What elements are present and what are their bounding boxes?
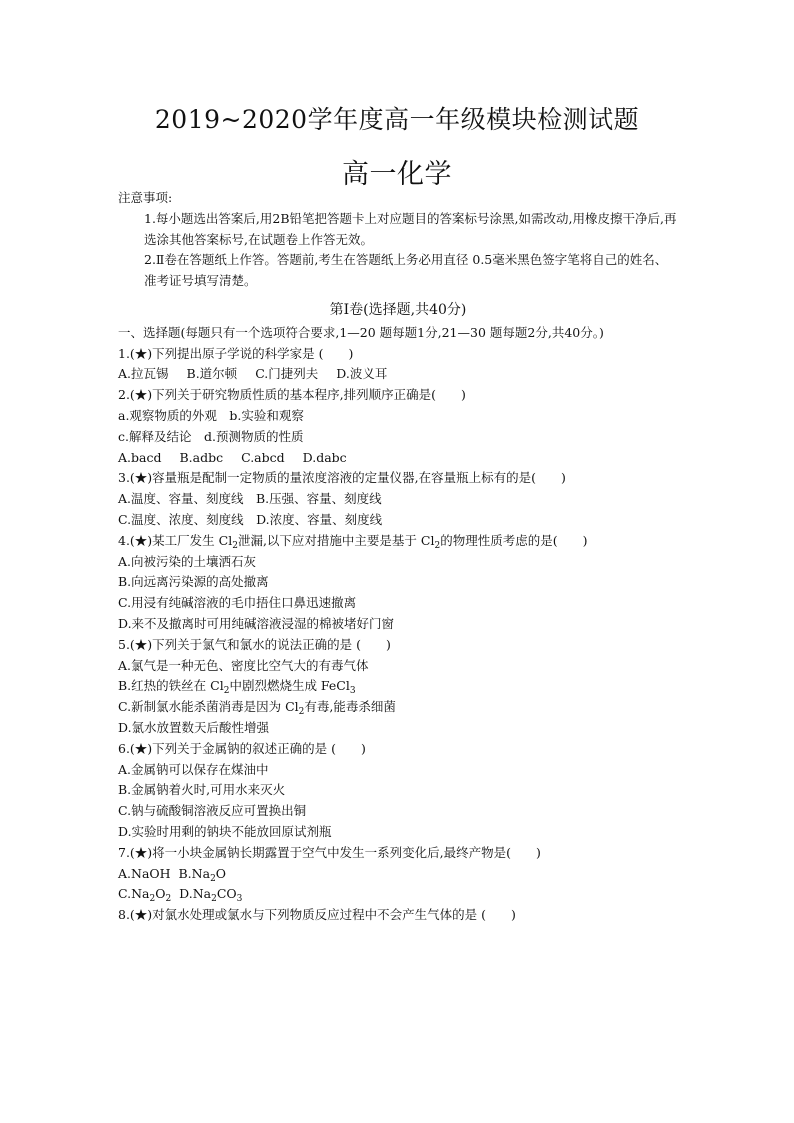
section-instructions: 一、选择题(每题只有一个选项符合要求,1—20 题每题1分,21—30 题每题2分,共40分。) (118, 324, 604, 340)
option-d: D.波义耳 (336, 366, 388, 382)
option-b: B.金属钠着火时,可用水来灭火 (118, 782, 286, 798)
option-c: C.abcd (241, 449, 285, 465)
option-c: C.用浸有纯碱溶液的毛巾捂住口鼻迅速撤离 (118, 595, 357, 611)
question-1-options (118, 364, 678, 385)
question-2-options (118, 448, 678, 469)
question-7-options-2: $C.Na_2O_2$ $D.Na_2CO_3$ (118, 886, 243, 905)
option-a: A.拉瓦锡 (118, 366, 169, 382)
option-b: B.红热的铁丝在 $Cl_2$中剧烈燃烧生成 FeCl$_3$ (118, 678, 356, 697)
option-b: B.adbc (179, 449, 224, 465)
option-a: A.向被污染的土壤洒石灰 (118, 553, 257, 569)
option-c: C.新制氯水能杀菌消毒是因为 $Cl_2$有毒,能毒杀细菌 (118, 699, 396, 718)
question-4-stem: 4.(★)某工厂发生 $Cl_2$泄漏,以下应对措施中主要是基于 $Cl_2$的物理性质考虑的是( ) (118, 532, 588, 551)
question-3-stem: 3.(★)容量瓶是配制一定物质的量浓度溶液的定量仪器,在容量瓶上标有的是( ) (118, 470, 566, 486)
option-c: C.门捷列夫 (255, 366, 319, 382)
question-2-line-2: c.解释及结论 d.预测物质的性质 (118, 428, 304, 444)
option-c: C.钠与硫酸铜溶液反应可置换出铜 (118, 803, 307, 819)
question-3-options-1: A.温度、容量、刻度线 B.压强、容量、刻度线 (118, 491, 382, 507)
question-2-stem: 2.(★)下列关于研究物质性质的基本程序,排列顺序正确是( ) (118, 387, 466, 403)
option-b: B.向远离污染源的高处撤离 (118, 574, 269, 590)
question-2-line-1: a.观察物质的外观 b.实验和观察 (118, 407, 304, 423)
option-a: A.金属钠可以保存在煤油中 (118, 761, 269, 777)
option-d: D.实验时用剩的钠块不能放回原试剂瓶 (118, 823, 332, 839)
question-6-stem: 6.(★)下列关于金属钠的叙述正确的是 ( ) (118, 740, 366, 756)
question-7-stem: 7.(★)将一小块金属钠长期露置于空气中发生一系列变化后,最终产物是( ) (118, 844, 541, 860)
question-3-options-2: C.温度、浓度、刻度线 D.浓度、容量、刻度线 (118, 511, 383, 527)
option-a: A.氯气是一种无色、密度比空气大的有毒气体 (118, 657, 369, 673)
option-b: B.道尔顿 (186, 366, 238, 382)
exam-title: 2019~2020学年度高一年级模块检测试题 (154, 105, 640, 134)
question-5-stem: 5.(★)下列关于氯气和氯水的说法正确的是 ( ) (118, 636, 391, 652)
option-d: D.氯水放置数天后酸性增强 (118, 719, 270, 735)
section-heading: 第Ⅰ卷(选择题,共40分) (329, 301, 467, 318)
option-d: D.dabc (302, 449, 347, 465)
question-7-options-1: A.NaOH $B.Na_2O$ (118, 865, 227, 884)
option-d: D.来不及撤离时可用纯碱溶液浸湿的棉被堵好门窗 (118, 615, 395, 631)
exam-body (118, 188, 678, 926)
note-item-2: 2.Ⅱ卷在答题纸上作答。答题前,考生在答题纸上务必用直径 0.5毫米黑色签字笔将自己的姓名、准考证号填写清楚。 (144, 252, 668, 289)
note-item-1: 1.每小题选出答案后,用2B铅笔把答题卡上对应题目的答案标号涂黑,如需改动,用橡皮擦干净后,再选涂其他答案标号,在试题卷上作答无效。 (144, 210, 677, 247)
question-8-stem: 8.(★)对氯水处理或氯水与下列物质反应过程中不会产生气体的是 ( ) (118, 907, 516, 923)
option-a: A.bacd (118, 449, 162, 465)
question-1-stem: 1.(★)下列提出原子学说的科学家是 ( ) (118, 345, 354, 361)
subject-title: 高一化学 (342, 159, 452, 190)
notes-heading: 注意事项: (118, 190, 173, 205)
